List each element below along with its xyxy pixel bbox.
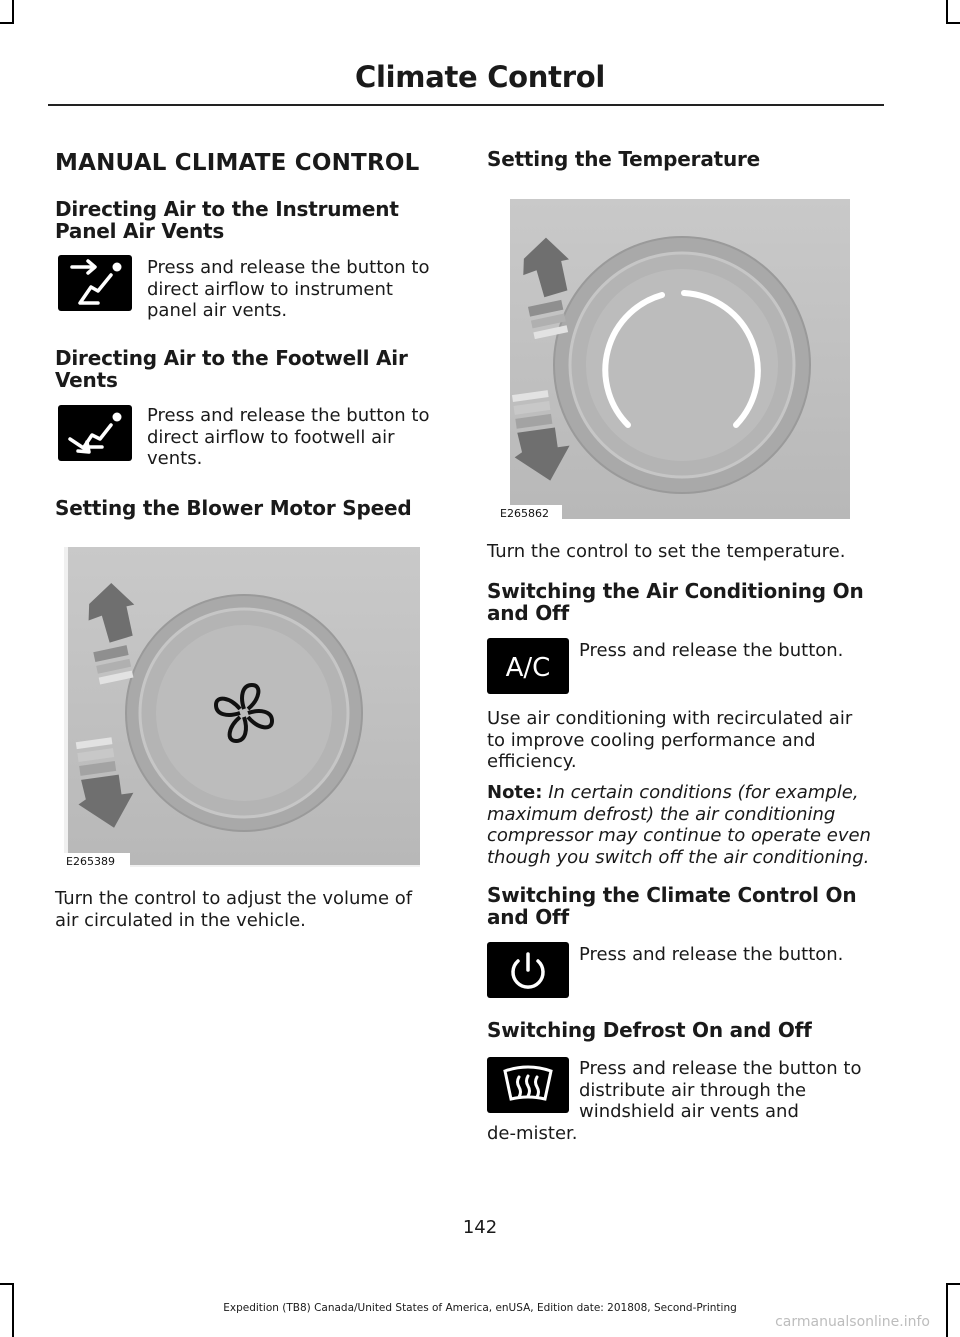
temperature-heading: Setting the Temperature <box>487 147 761 171</box>
note-line: compressor may continue to operate even <box>487 825 871 846</box>
text-line: Turn the control to adjust the volume of <box>55 888 413 909</box>
ac-note <box>487 782 871 868</box>
main-heading: MANUAL CLIMATE CONTROL <box>55 150 420 176</box>
image-code: E265389 <box>66 855 115 868</box>
note-line: maximum defrost) the air conditioning <box>487 803 836 825</box>
ac-icon <box>487 638 569 694</box>
face-vent-icon <box>58 255 132 311</box>
crop-mark <box>12 0 14 24</box>
note-label: Note: <box>487 782 543 803</box>
instrument-vents-text <box>147 257 429 322</box>
heading-line: Directing Air to the Instrument <box>55 197 399 221</box>
defrost-heading: Switching Defrost On and Off <box>487 1018 812 1042</box>
note-line: though you switch off the air conditioning. <box>487 846 870 868</box>
footwell-vent-icon <box>58 405 132 461</box>
temperature-dial-illustration <box>490 197 852 521</box>
text-line: direct airflow to footwell air <box>147 426 395 448</box>
text-line: efficiency. <box>487 751 577 772</box>
page-number: 142 <box>462 1217 498 1238</box>
heading-line: Directing Air to the Footwell Air <box>55 346 408 370</box>
image-code: E265862 <box>500 507 549 520</box>
text-line: Use air conditioning with recirculated air <box>487 708 853 729</box>
ac-heading <box>487 580 864 624</box>
watermark[interactable]: carmanualsonline.info <box>775 1314 930 1330</box>
crop-mark <box>946 22 960 24</box>
footer-edition: Expedition (TB8) Canada/United States of America, enUSA, Edition date: 201808, Second-Printing <box>223 1302 737 1314</box>
ac-icon-label: A/C <box>505 653 551 683</box>
heading-line: Switching the Climate Control On <box>487 883 857 907</box>
heading-line: and Off <box>487 905 570 929</box>
text-line: air circulated in the vehicle. <box>55 909 306 931</box>
heading-line: and Off <box>487 601 570 625</box>
text-line: panel air vents. <box>147 300 288 321</box>
climate-power-heading <box>487 884 856 928</box>
footwell-vents-text <box>147 405 429 470</box>
note-text: In certain conditions (for example, <box>548 782 859 803</box>
temperature-text: Turn the control to set the temperature. <box>487 541 846 562</box>
heading-line: Switching the Air Conditioning On <box>487 579 864 603</box>
blower-heading: Setting the Blower Motor Speed <box>55 496 412 520</box>
instrument-vents-heading <box>55 198 399 242</box>
header-rule <box>48 104 884 106</box>
text-line: Press and release the button to <box>147 257 430 278</box>
crop-mark <box>0 1283 14 1285</box>
text-line: Press and release the button to <box>147 405 430 426</box>
blower-text <box>55 888 412 931</box>
heading-line: Vents <box>55 368 118 392</box>
defrost-text <box>487 1058 861 1144</box>
footwell-vents-heading <box>55 347 408 391</box>
text-line: direct airflow to instrument <box>147 278 393 300</box>
power-icon <box>487 942 569 998</box>
crop-mark <box>0 22 14 24</box>
text-line: distribute air through the <box>579 1079 807 1101</box>
text-line: Press and release the button to <box>579 1058 862 1079</box>
climate-power-button-text: Press and release the button. <box>579 944 844 965</box>
text-line: de-mister. <box>487 1122 578 1144</box>
blower-dial-illustration <box>62 545 422 869</box>
ac-button-text: Press and release the button. <box>579 640 844 661</box>
crop-mark <box>946 1283 960 1285</box>
ac-body-text <box>487 708 852 773</box>
text-line: to improve cooling performance and <box>487 729 816 751</box>
text-line: windshield air vents and <box>579 1101 799 1122</box>
crop-mark <box>946 0 948 24</box>
text-line: vents. <box>147 448 203 469</box>
page-title: Climate Control <box>355 60 605 94</box>
heading-line: Panel Air Vents <box>55 219 225 243</box>
note-line <box>487 782 871 804</box>
